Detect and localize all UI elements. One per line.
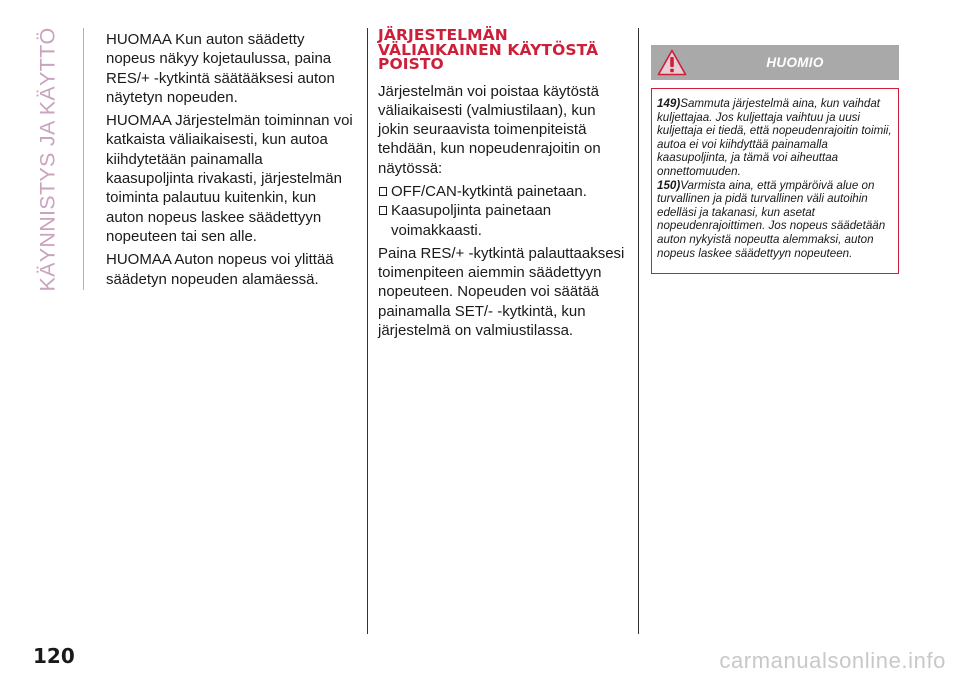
section-side-title: KÄYNNISTYS JA KÄYTTÖ — [35, 26, 60, 292]
list-item: OFF/CAN-kytkintä painetaan. — [378, 182, 630, 201]
warning-body — [651, 88, 899, 274]
page-number: 120 — [33, 644, 75, 668]
warning-title: HUOMIO — [766, 55, 824, 70]
paragraph-1: HUOMAA Kun auton säädetty nopeus näkyy kojetaulussa, paina RES/+ -kytkintä säätääksesi auton näytetyn nopeuden. — [106, 31, 335, 106]
outro-paragraph: Paina RES/+ -kytkintä palauttaaksesi toimenpiteen aiemmin säädettyyn nopeuteen. Nopeuden voi säätää painamalla SET/- -kytkintä, kun järjestelmä on valmiustilassa. — [378, 244, 625, 340]
paragraph-3: HUOMAA Auton nopeus voi ylittää säädetyn nopeuden alamäessä. — [106, 251, 334, 288]
side-title-rule — [83, 28, 84, 290]
warning-header — [651, 45, 899, 80]
warning-item: 149)Sammuta järjestelmä aina, kun vaihdat kuljettajaa. Jos kuljettaja vaihtuu ja uusi kuljettaja ei tiedä, että nopeudenrajoitin toimii, autoa ei voi kiihdyttää painamalla kaasupoljinta, ja tämä voi aiheuttaa onnettomuuden. — [657, 97, 892, 178]
column-divider-1 — [367, 28, 368, 634]
intro-paragraph: Järjestelmän voi poistaa käytöstä väliaikaisesti (valmiustilaan), kun jokin seuraavista toimenpiteistä tehdään, kun nopeudenrajoitin on näytössä: — [378, 82, 601, 177]
checkbox-bullet-icon — [379, 206, 387, 215]
column-1 — [106, 30, 354, 293]
column-2 — [378, 28, 630, 344]
checkbox-bullet-icon — [379, 187, 387, 196]
section-heading: JÄRJESTELMÄN VÄLIAIKAINEN KÄYTÖSTÄ POISTO — [378, 26, 599, 73]
warning-item: 150)Varmista aina, että ympäröivä alue on turvallinen ja pidä turvallinen väli autoihin edelläsi ja takanasi, kun asetat nopeudenrajoittimen. Jos nopeus säädetään auton nykyistä nopeutta alemmaksi, auton nopeus laskee säädettyyn nopeuteen. — [657, 178, 886, 260]
paragraph-2: HUOMAA Järjestelmän toiminnan voi katkaista väliaikaisesti, kun autoa kiihdytetään painamalla kaasupoljinta rivakasti, järjestelmän toiminta palautuu kuitenkin, kun auton nopeus laskee säädettyyn nopeuteen tai sen alle. — [106, 112, 353, 245]
list-item: Kaasupoljinta painetaan voimakkaasti. — [378, 201, 630, 240]
warning-box — [651, 45, 899, 274]
column-divider-2 — [638, 28, 639, 634]
watermark: carmanualsonline.info — [719, 648, 946, 673]
